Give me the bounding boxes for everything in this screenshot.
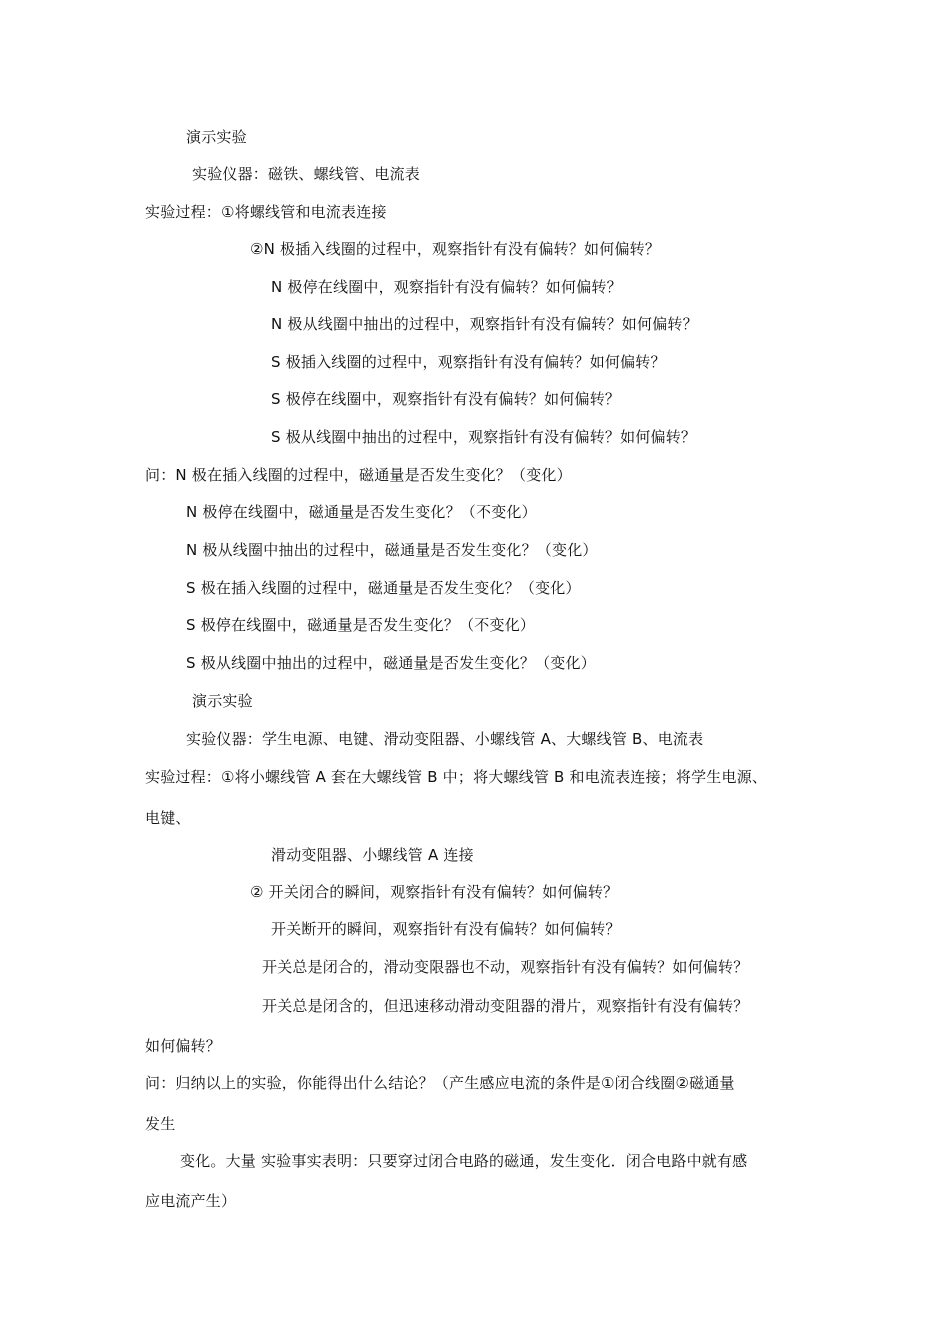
heading-demo-experiment-1: 演示实验 [186, 128, 247, 146]
procedure-line-2: 实验过程：①将小螺线管 A 套在大螺线管 B 中；将大螺线管 B 和电流表连接；将学生电源、 [145, 768, 768, 786]
question-s-withdraw-flux: S 极从线圈中抽出的过程中，磁通量是否发生变化？（变化） [186, 654, 596, 672]
procedure-line-2-cont: 电键、 [145, 809, 191, 827]
procedure-line-2-cont2: 滑动变阻器、小螺线管 A 连接 [271, 846, 474, 864]
step-switch-closed-slide: 开关总是闭含的，但迅速移动滑动变阻器的滑片，观察指针有没有偏转？ [262, 997, 749, 1015]
step-s-withdraw: S 极从线圈中抽出的过程中，观察指针有没有偏转？如何偏转？ [271, 428, 697, 446]
step-switch-close: ② 开关闭合的瞬间，观察指针有没有偏转？如何偏转？ [250, 883, 619, 901]
conclusion-question-cont: 发生 [145, 1115, 176, 1133]
question-n-insert-flux: 问：N 极在插入线圈的过程中，磁通量是否发生变化？（变化） [145, 466, 572, 484]
step-switch-closed-slide-cont: 如何偏转？ [145, 1037, 222, 1055]
conclusion-answer-cont: 应电流产生） [145, 1192, 237, 1210]
step-switch-open: 开关断开的瞬间，观察指针有没有偏转？如何偏转？ [271, 920, 621, 938]
question-n-stay-flux: N 极停在线圈中，磁通量是否发生变化？（不变化） [186, 503, 537, 521]
step-n-stay: N 极停在线圈中，观察指针有没有偏转？如何偏转？ [271, 278, 622, 296]
conclusion-answer: 变化。大量 实验事实表明：只要穿过闭合电路的磁通，发生变化．闭合电路中就有感 [180, 1152, 748, 1170]
question-n-withdraw-flux: N 极从线圈中抽出的过程中，磁通量是否发生变化？（变化） [186, 541, 598, 559]
apparatus-line-2: 实验仪器：学生电源、电键、滑动变阻器、小螺线管 A、大螺线管 B、电流表 [186, 730, 704, 748]
heading-demo-experiment-2: 演示实验 [192, 692, 253, 710]
step-n-insert: ②N 极插入线圈的过程中，观察指针有没有偏转？如何偏转？ [250, 240, 661, 258]
step-s-insert: S 极插入线圈的过程中，观察指针有没有偏转？如何偏转？ [271, 353, 666, 371]
conclusion-question: 问：归纳以上的实验，你能得出什么结论？（产生感应电流的条件是①闭合线圈②磁通量 [145, 1074, 735, 1092]
question-s-insert-flux: S 极在插入线圈的过程中，磁通量是否发生变化？（变化） [186, 579, 581, 597]
step-switch-closed-still: 开关总是闭合的，滑动变限器也不动，观察指针有没有偏转？如何偏转？ [262, 958, 749, 976]
question-s-stay-flux: S 极停在线圈中，磁通量是否发生变化？（不变化） [186, 616, 536, 634]
apparatus-line-1: 实验仪器：磁铁、螺线管、电流表 [192, 165, 421, 183]
step-n-withdraw: N 极从线圈中抽出的过程中，观察指针有没有偏转？如何偏转？ [271, 315, 698, 333]
procedure-line-1: 实验过程：①将螺线管和电流表连接 [145, 203, 387, 221]
step-s-stay: S 极停在线圈中，观察指针有没有偏转？如何偏转？ [271, 390, 621, 408]
